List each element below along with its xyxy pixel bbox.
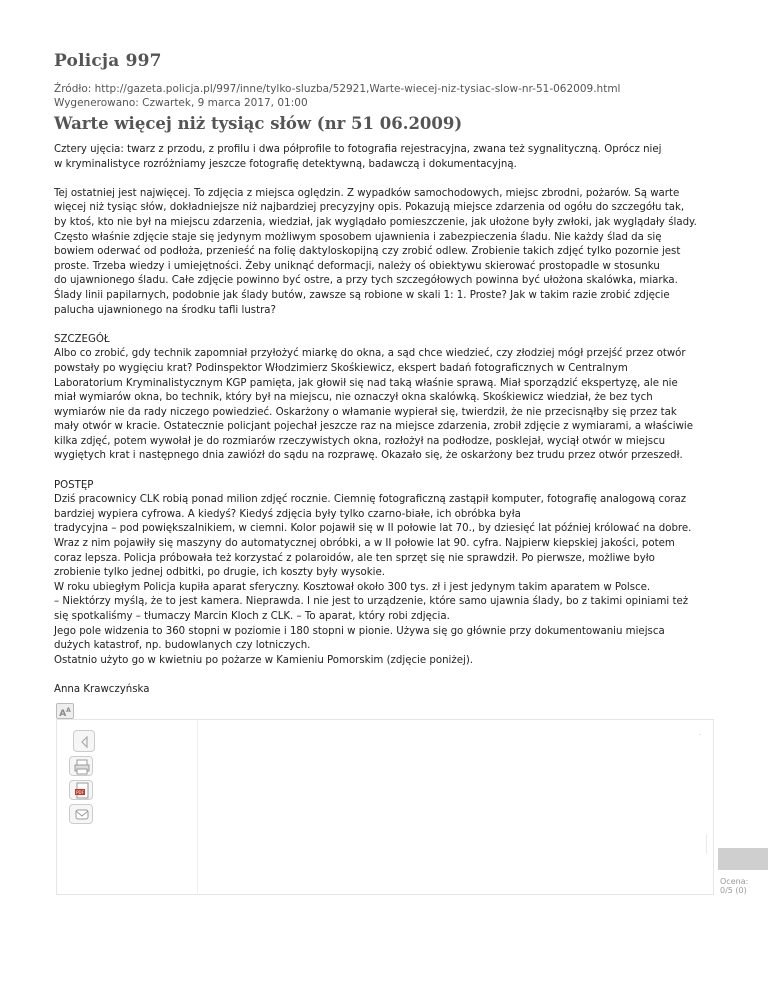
text-line: Anna Krawczyńska: [54, 683, 150, 695]
text-line: POSTĘP: [54, 479, 94, 491]
text-line: by ktoś, kto nie był na miejscu zdarzenia, wiedział, jak wyglądało pomieszczenie, jak ułożone były zwłoki, jak wyglądały ślady.: [54, 216, 697, 228]
text-line: się spotkaliśmy – tłumaczy Marcin Kloch z CLK. – To aparat, który robi zdjęcia.: [54, 611, 450, 622]
text-line: więcej niż tysiąc słów, dokładniejsze niż najbardziej precyzyjny opis. Pokazują miejsce zdarzenia od ogółu do szczegółu tak,: [54, 202, 685, 214]
text-line: do ujawnionego śladu. Całe zdjęcie powinno być ostre, a przy tych szczegółowych powinna być ułożona skalówka, miarka.: [54, 275, 678, 287]
text-line: w kryminalistyce rozróżniamy jeszcze fotografię detektywną, badawczą i dokumentacyjną.: [54, 158, 517, 170]
paragraph: [54, 479, 719, 669]
divider: [706, 834, 707, 854]
article-title: Warte więcej niż tysiąc słów (nr 51 06.2009): [54, 114, 463, 133]
text-line: Laboratorium Kryminalistycznym KGP pamięta, jak głowił się nad taką właśnie sprawą. Miał sporządzić ekspertyzę, ale nie: [54, 377, 678, 389]
printer-icon[interactable]: [69, 756, 93, 776]
photo-gallery-widget: [56, 719, 749, 895]
text-line: bowiem oderwać od podłoża, przenieść na folię daktyloskopijną czy zrobić odlew. Zrobienie takich zdjęć tylko pozornie jest: [54, 246, 681, 258]
document-meta: [54, 82, 620, 110]
text-line: zrobienie tylko jednej odbitki, po drugie, ich koszty były wysokie.: [54, 567, 386, 579]
gallery-area: [197, 720, 749, 895]
text-line: dużych katastrof, np. budowlanych czy lotniczych.: [54, 640, 311, 652]
text-line: Wraz z nim pojawiły się maszyny do automatycznej obróbki, a w II połowie lat 90. cyfra. Najpierw kiepskiej jakości, potem: [54, 538, 675, 550]
rating-bar[interactable]: [718, 848, 768, 870]
text-line: mały otwór w kracie. Ostatecznie policjant pojechał jeszcze raz na miejsce zdarzenia, zrobił zdjęcie z wymiarami, a właściwie: [54, 421, 693, 433]
gallery-dot: .: [698, 728, 701, 737]
back-arrow-icon[interactable]: [73, 730, 95, 752]
text-line: wygiętych krat i następnego dnia zawiózł do sądu na rozprawę. Okazało się, że oskarżony bez trudu przez otwór przeszedł.: [54, 450, 683, 462]
text-line: palucha ujawnionego na środku tafli lustra?: [54, 304, 276, 316]
paragraph: [54, 333, 719, 464]
paragraph: [54, 683, 719, 698]
text-line: Często właśnie zdjęcie staje się jedynym możliwym sposobem ujawnienia i zabezpieczenia śladu. Nie każdy ślad da się: [54, 231, 662, 243]
text-line: kilka zdjęć, potem wywołał je do rozmiarów rzeczywistych okna, rozłożył na podłodze, posklejał, wyciął otwór w miejscu: [54, 435, 666, 447]
text-line: wymiarów nie da rady niczego powiedzieć. Oskarżony o włamanie wypierał się, twierdził, że nie przecisnąłby się przez tak: [54, 406, 677, 418]
text-line: Dziś pracownicy CLK robią ponad milion zdjęć rocznie. Ciemnię fotograficzną zastąpił komputer, fotografię analogową coraz: [54, 494, 687, 506]
article-body: [54, 143, 719, 712]
text-line: – Niektórzy myślą, że to jest kamera. Nieprawda. I nie jest to urządzenie, które samo ujawnia ślady, bo z takimi opiniami też: [54, 596, 689, 608]
text-line: bardziej wypiera cyfrowa. A kiedyś? Kiedyś zdjęcia były tylko czarno-białe, ich obróbka była: [54, 508, 521, 520]
text-line: SZCZEGÓŁ: [54, 333, 110, 345]
text-line: W roku ubiegłym Policja kupiła aparat sferyczny. Kosztował około 300 tys. zł i jest jedynym takim aparatem w Polsce.: [54, 581, 651, 593]
text-line: miał wymiarów okna, bo technik, który był na miejscu, nie oznaczył okna skalówką. Skośkiewicz wiedział, że bez tych: [54, 392, 653, 404]
toolbox: [65, 730, 95, 828]
text-line: coraz lepsza. Policja próbowała też korzystać z polaroidów, ale ten sprzęt się nie sprawdził. Po pierwsze, możliwe było: [54, 552, 655, 564]
text-line: Cztery ujęcia: twarz z przodu, z profilu i dwa półprofile to fotografia rejestracyjna, zwana też sygnalityczną. Oprócz niej: [54, 144, 662, 155]
generated-line: Wygenerowano: Czwartek, 9 marca 2017, 01:00: [54, 97, 308, 109]
svg-text:PDF: PDF: [76, 790, 84, 795]
font-size-icon[interactable]: $A^A$: [56, 703, 74, 719]
text-line: Ostatnio użyto go w kwietniu po pożarze w Kamieniu Pomorskim (zdjęcie poniżej).: [54, 654, 474, 666]
envelope-icon[interactable]: [69, 804, 93, 824]
text-line: powstały po wygięciu krat? Podinspektor Włodzimierz Skośkiewicz, ekspert badań fotograficznych w Centralnym: [54, 362, 628, 374]
text-line: Albo co zrobić, gdy technik zapomniał przyłożyć miarkę do okna, a sąd chce wiedzieć, czy złodziej mógł przejść przez otwór: [54, 348, 686, 360]
source-line: Źródło: http://gazeta.policja.pl/997/inne/tylko-sluzba/52921,Warte-wiecej-niz-tysiac-slow-nr-51-062009.html: [54, 83, 621, 95]
pdf-icon[interactable]: [69, 780, 93, 800]
text-line: Ślady linii papilarnych, podobnie jak ślady butów, zawsze są robione w skali 1: 1. Proste? Jak w takim razie zrobić zdjęcie: [54, 289, 670, 301]
rating-label: Ocena: 0/5 (0): [720, 877, 749, 895]
text-line: tradycyjna – pod powiększalnikiem, w ciemni. Kolor pojawił się w II połowie lat 70., by dziesięć lat później królować na dobre.: [54, 523, 692, 535]
text-line: Jego pole widzenia to 360 stopni w poziomie i 180 stopni w pionie. Używa się go głównie przy dokumentowaniu miejsca: [54, 625, 665, 637]
site-title: Policja 997: [54, 51, 162, 71]
paragraph: [54, 143, 719, 172]
paragraph: [54, 187, 719, 318]
text-line: Tej ostatniej jest najwięcej. To zdjęcia z miejsca oględzin. Z wypadków samochodowych, miejsc zbrodni, pożarów. Są warte: [54, 187, 680, 199]
text-line: proste. Trzeba wiedzy i umiejętności. Żeby uniknąć deformacji, należy oś obiektywu skierować prostopadle w stosunku: [54, 260, 660, 272]
